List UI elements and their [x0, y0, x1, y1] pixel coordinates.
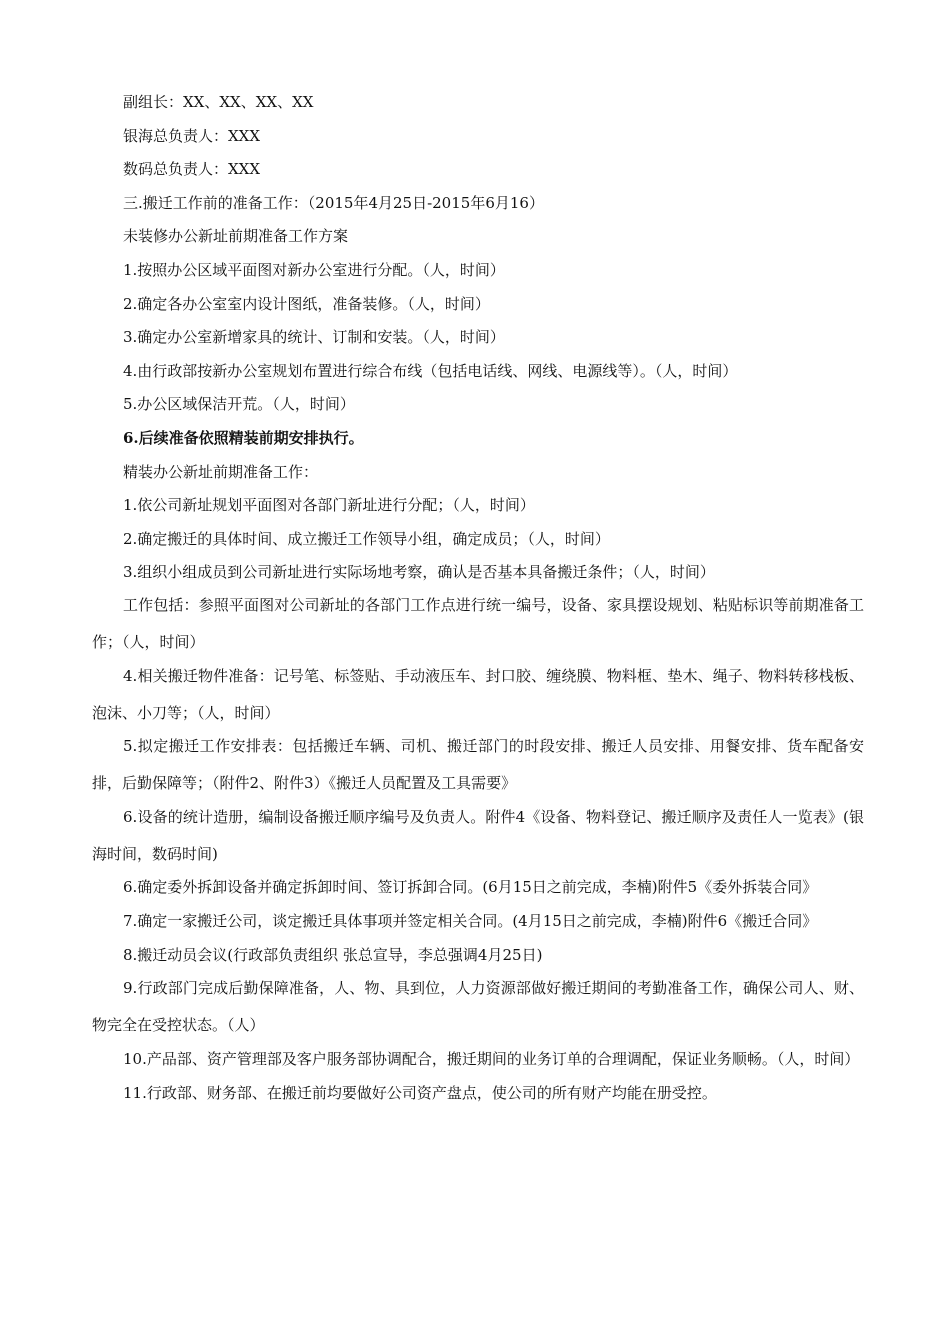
- paragraph: 10.产品部、资产管理部及客户服务部协调配合，搬迁期间的业务订单的合理调配，保证业务顺畅。（人，时间）: [123, 1049, 860, 1068]
- list-item-bold: 6.后续准备依照精装前期安排执行。: [123, 428, 364, 447]
- paragraph: 4.相关搬迁物件准备：记号笔、标签贴、手动液压车、封口胶、缠绕膜、物料框、垫木、绳子、物料转移栈板、泡沫、小刀等；（人，时间）: [92, 666, 864, 722]
- subsection-heading: 未装修办公新址前期准备工作方案: [123, 227, 349, 246]
- section-heading: 三.搬迁工作前的准备工作：（2015年4月25日-2015年6月16）: [123, 193, 544, 212]
- list-item: 5.办公区域保洁开荒。（人，时间）: [123, 395, 355, 414]
- list-item: 2.确定各办公室室内设计图纸，准备装修。（人，时间）: [123, 294, 490, 313]
- deputy-leader-line: 副组长：XX、XX、XX、XX: [123, 93, 314, 111]
- subsection-heading: 精装办公新址前期准备工作：: [123, 462, 319, 481]
- list-item: 1.依公司新址规划平面图对各部门新址进行分配；（人，时间）: [123, 496, 535, 515]
- list-item: 3.确定办公室新增家具的统计、订制和安装。（人，时间）: [123, 328, 505, 347]
- list-item: 4.由行政部按新办公室规划布置进行综合布线（包括电话线、网线、电源线等）。（人，时间）: [123, 361, 738, 380]
- list-item: 3.组织小组成员到公司新址进行实际场地考察，确认是否基本具备搬迁条件；（人，时间）: [123, 563, 715, 582]
- paragraph: 工作包括：参照平面图对公司新址的各部门工作点进行统一编号，设备、家具摆设规划、粘贴标识等前期准备工作；（人，时间）: [92, 596, 864, 652]
- paragraph: 6.确定委外拆卸设备并确定拆卸时间、签订拆卸合同。(6月15日之前完成，李楠)附件5《委外拆装合同》: [123, 878, 818, 897]
- list-item: 2.确定搬迁的具体时间、成立搬迁工作领导小组，确定成员；（人，时间）: [123, 529, 610, 548]
- list-item: 11.行政部、财务部、在搬迁前均要做好公司资产盘点，使公司的所有财产均能在册受控。: [123, 1083, 717, 1102]
- list-item: 1.按照办公区域平面图对新办公室进行分配。（人，时间）: [123, 260, 505, 279]
- digital-lead-line: 数码总负责人：XXX: [123, 160, 261, 179]
- list-item: 8.搬迁动员会议(行政部负责组织 张总宣导，李总强调4月25日): [123, 945, 543, 964]
- yinhai-lead-line: 银海总负责人：XXX: [123, 126, 261, 145]
- document-body: [92, 92, 864, 1116]
- paragraph: 6.设备的统计造册，编制设备搬迁顺序编号及负责人。附件4《设备、物料登记、搬迁顺序及责任人一览表》(银海时间，数码时间): [92, 807, 864, 863]
- paragraph: 9.行政部门完成后勤保障准备，人、物、具到位，人力资源部做好搬迁期间的考勤准备工作，确保公司人、财、物完全在受控状态。（人）: [92, 979, 864, 1034]
- paragraph: 7.确定一家搬迁公司，谈定搬迁具体事项并签定相关合同。(4月15日之前完成，李楠)附件6《搬迁合同》: [123, 911, 818, 930]
- paragraph: 5.拟定搬迁工作安排表：包括搬迁车辆、司机、搬迁部门的时段安排、搬迁人员安排、用餐安排、货车配备安排，后勤保障等；（附件2、附件3）《搬迁人员配置及工具需要》: [92, 737, 864, 793]
